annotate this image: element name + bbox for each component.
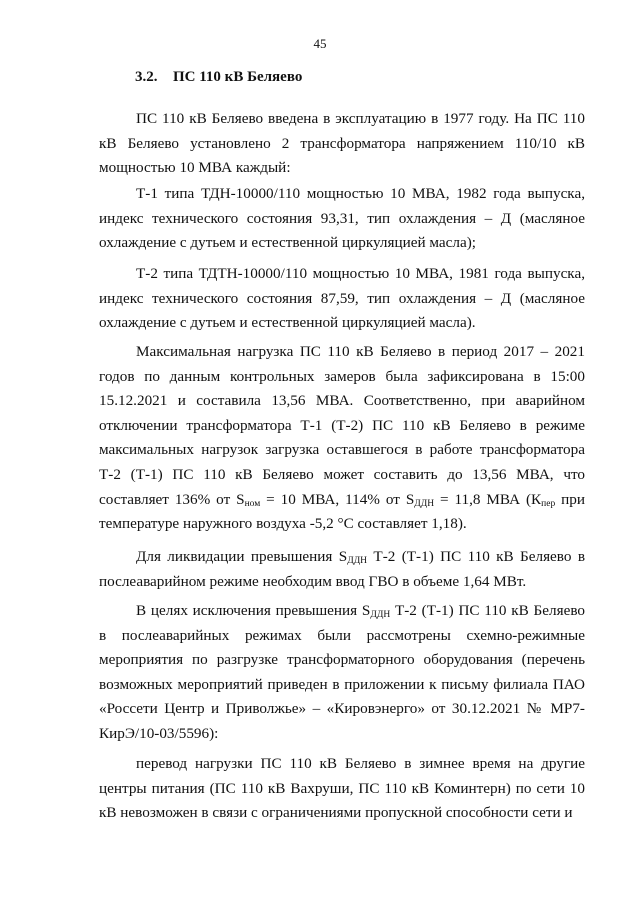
paragraph-load-transfer-text: перевод нагрузки ПС 110 кВ Беляево в зимнее время на другие центры питания (ПС 110 кВ Вахруши, ПС 110 кВ Коминтерн) по сети 10 кВ невозможен в связи с ограничениями пропускной способности сети и <box>99 755 585 822</box>
paragraph-elimination <box>99 545 585 594</box>
page-number: 45 <box>313 36 327 51</box>
subscript-per: пер <box>541 498 556 509</box>
paragraph-transformer-t1 <box>99 182 585 256</box>
paragraph-transformer-t1-text: Т-1 типа ТДН-10000/110 мощностью 10 МВА, 1982 года выпуска, индекс технического состояния 93,31, тип охлаждения – Д (масляное охлаждение с дутьем и естественной циркуляцией масла); <box>99 185 585 252</box>
paragraph-measures-text <box>99 599 585 747</box>
paragraph-intro <box>99 107 585 181</box>
subscript-nom: ном <box>244 498 261 509</box>
max-load-part-4: при температуре наружного воздуха -5,2 °С составляет 1,18). <box>99 490 585 533</box>
section-number: 3.2. <box>135 69 158 85</box>
paragraph-max-load <box>99 340 585 537</box>
paragraph-intro-text: ПС 110 кВ Беляево введена в эксплуатацию в 1977 году. На ПС 110 кВ Беляево установлено 2 трансформатора напряжением 110/10 кВ мощностью 10 МВА каждый: <box>99 110 585 177</box>
subscript-ddn: ДДН <box>414 498 435 509</box>
measures-part-2: Т-2 (Т-1) ПС 110 кВ Беляево в послеаварийных режимах были рассмотрены схемно-режимные мероприятия по разгрузке трансформаторного оборудования (перечень возможных мероприятий приведен в приложении к письму филиала ПАО «Россети Центр и Приволжье» – «Кировэнерго» от 30.12.2021 № МР7-КирЭ/10-03/5596): <box>99 602 585 742</box>
paragraph-measures <box>99 599 585 747</box>
elimination-part-1: Для ликвидации превышения S <box>136 548 348 565</box>
paragraph-max-load-text <box>99 340 585 537</box>
max-load-part-1: Максимальная нагрузка ПС 110 кВ Беляево в период 2017 – 2021 годов по данным контрольных замеров была зафиксирована в 15:00 15.12.2021 и составила 13,56 МВА. Соответственно, при аварийном отключении трансформатора Т-1 (Т-2) ПС 110 кВ Беляево в режиме максимальных нагрузок загрузка оставшегося в работе трансформатора Т-2 (Т-1) ПС 110 кВ Беляево может составить до 13,56 МВА, что составляет 136% от S <box>99 343 585 508</box>
subscript-ddn: ДДН <box>347 556 368 566</box>
paragraph-load-transfer <box>99 752 585 826</box>
paragraph-transformer-t2 <box>99 262 585 336</box>
section-title: ПС 110 кВ Беляево <box>173 69 303 85</box>
subscript-ddn: ДДН <box>370 610 391 620</box>
measures-part-1: В целях исключения превышения S <box>136 602 371 619</box>
paragraph-transformer-t2-text: Т-2 типа ТДТН-10000/110 мощностью 10 МВА, 1981 года выпуска, индекс технического состояния 87,59, тип охлаждения – Д (масляное охлаждение с дутьем и естественной циркуляцией масла). <box>99 265 585 332</box>
max-load-part-3: = 11,8 МВА (К <box>434 490 542 508</box>
elimination-part-2: Т-2 (Т-1) ПС 110 кВ Беляево в послеаварийном режиме необходим ввод ГВО в объеме 1,64 МВт. <box>99 548 585 590</box>
paragraph-elimination-text <box>99 545 585 594</box>
max-load-part-2: = 10 МВА, 114% от S <box>260 490 415 508</box>
section-heading <box>135 69 302 86</box>
